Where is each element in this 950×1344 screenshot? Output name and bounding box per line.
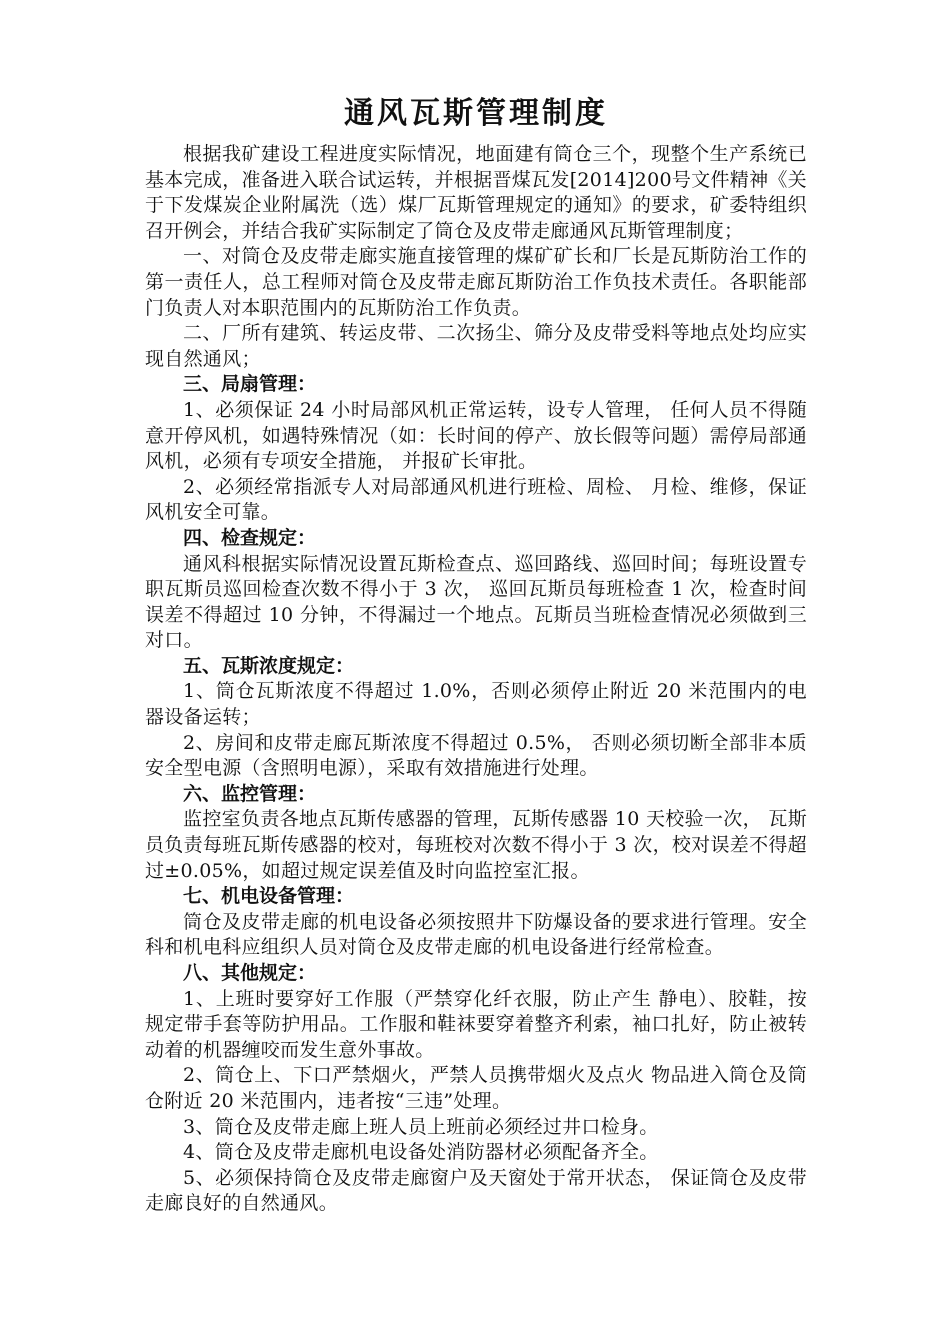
document-title: 通风瓦斯管理制度	[344, 96, 608, 131]
section-paragraph: 4、筒仓及皮带走廊机电设备处消防器材必须配备齐全。	[183, 1141, 659, 1164]
section-paragraph: 2、筒仓上、下口严禁烟火，严禁人员携带烟火及点火 物品进入筒仓及筒仓附近 20 米范围内，违者按“三违”处理。	[145, 1064, 807, 1112]
section-heading: 六、监控管理：	[183, 782, 317, 805]
section-paragraph: 2、必须经常指派专人对局部通风机进行班检、周检、 月检、维修，保证风机安全可靠。	[145, 475, 807, 524]
section-paragraph: 筒仓及皮带走廊的机电设备必须按照井下防爆设备的要求进行管理。安全科和机电科应组织人员对筒仓及皮带走廊的机电设备进行经常检查。	[145, 910, 807, 959]
section-paragraph: 1、必须保证 24 小时局部风机正常运转，设专人管理， 任何人员不得随意开停风机，如遇特殊情况（如：长时间的停产、放长假等问题）需停局部通风机，必须有专项安全措施， 并报矿长审批。	[145, 398, 807, 473]
section-paragraph: 1、筒仓瓦斯浓度不得超过 1.0%，否则必须停止附近 20 米范围内的电器设备运转；	[145, 680, 807, 729]
section-heading: 八、其他规定：	[183, 962, 317, 984]
section-paragraph: 监控室负责各地点瓦斯传感器的管理，瓦斯传感器 10 天校验一次， 瓦斯员负责每班瓦斯传感器的校对，每班校对次数不得小于 3 次，校对误差不得超过±0.05%，如超过规定误差值及时向监控室汇报。	[145, 808, 807, 882]
item-1-paragraph: 一、对筒仓及皮带走廊实施直接管理的煤矿矿长和厂长是瓦斯防治工作的第一责任人，总工程师对筒仓及皮带走廊瓦斯防治工作负技术责任。各职能部门负责人对本职范围内的瓦斯防治工作负责。	[145, 245, 807, 319]
section-fan-management	[145, 372, 807, 526]
section-gas-concentration	[145, 654, 807, 782]
section-heading: 七、机电设备管理：	[183, 885, 355, 908]
intro-paragraph: 根据我矿建设工程进度实际情况，地面建有筒仓三个，现整个生产系统已基本完成，准备进入联合试运转，并根据晋煤瓦发[2014]200号文件精神《关于下发煤炭企业附属洗（选）煤厂瓦斯管理规定的通知》的要求，矿委特组织召开例会，并结合我矿实际制定了筒仓及皮带走廊通风瓦斯管理制度；	[145, 143, 807, 242]
section-other-rules	[145, 961, 807, 1217]
section-paragraph: 5、必须保持筒仓及皮带走廊窗户及天窗处于常开状态， 保证筒仓及皮带走廊良好的自然通风。	[145, 1166, 807, 1215]
section-paragraph: 2、房间和皮带走廊瓦斯浓度不得超过 0.5%， 否则必须切断全部非本质安全型电源（含照明电源），采取有效措施进行处理。	[145, 731, 807, 780]
section-paragraph: 通风科根据实际情况设置瓦斯检查点、巡回路线、巡回时间；每班设置专职瓦斯员巡回检查次数不得小于 3 次， 巡回瓦斯员每班检查 1 次，检查时间误差不得超过 10 分钟，不得漏过一个地点。瓦斯员当班检查情况必须做到三对口。	[145, 552, 807, 652]
item-2-paragraph: 二、厂所有建筑、转运皮带、二次扬尘、筛分及皮带受料等地点处均应实现自然通风；	[145, 322, 807, 370]
section-heading: 四、检查规定：	[183, 526, 317, 549]
section-monitoring	[145, 782, 807, 884]
document-page	[145, 92, 807, 1217]
section-inspection-rules	[145, 526, 807, 654]
section-heading: 三、局扇管理：	[183, 373, 317, 396]
section-electromechanical	[145, 884, 807, 961]
section-paragraph: 3、筒仓及皮带走廊上班人员上班前必须经过井口检身。	[183, 1115, 659, 1138]
section-heading: 五、瓦斯浓度规定：	[183, 654, 355, 677]
section-paragraph: 1、上班时要穿好工作服（严禁穿化纤衣服，防止产生 静电）、胶鞋，按规定带手套等防护用品。工作服和鞋袜要穿着整齐利索，袖口扎好，防止被转动着的机器缠咬而发生意外事故。	[145, 987, 807, 1061]
